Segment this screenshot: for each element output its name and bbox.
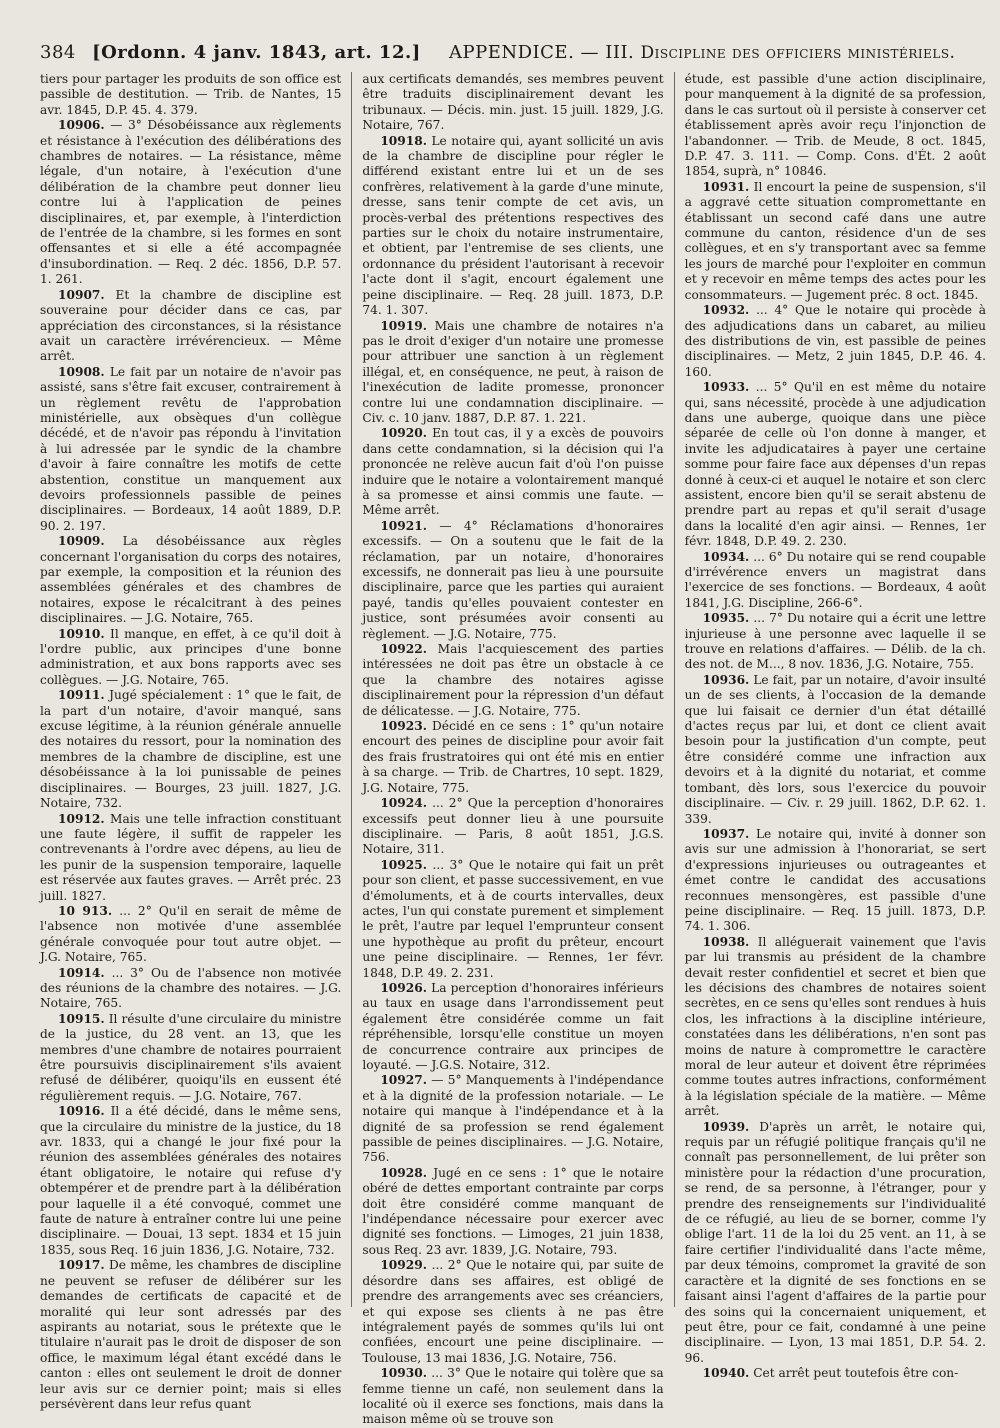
paragraph-text: Et la chambre de discipline est souveraine pour décider dans ce cas, par appréciation des circonstances, si la résistance avait un caractère irrévérencieux. — Même arrêt. <box>40 287 342 364</box>
paragraph-number: 10939. <box>702 1119 750 1134</box>
paragraph-text: étude, est passible d'une action disciplinaire, pour manquement à la dignité de sa profession, dans le cas surtout où il persiste à conserver cet établissement après avoir reçu l'injonction de l'abandonner. — Trib. de Meude, 8 oct. 1845, D.P. 47. 3. 111. — Comp. Cons. d'Ét. 2 août 1854, suprà, n° 10846. <box>684 72 986 179</box>
paragraph-text: — 3° Désobéissance aux règlements et résistance à l'exécution des délibérations des chambres de notaires. — La résistance, même légale, d'un notaire, à l'exécution d'une délibération de la chambre peut donner lieu contre lui à l'application de peines disciplinaires, et, par exemple, à l'interdiction de l'entrée de la chambre, si les formes en sont offensantes et si elle a été accompagnée d'insubordination. — Req. 2 déc. 1856, D.P. 57. 1. 261. <box>40 118 342 287</box>
paragraph-text: Le fait, par un notaire, d'avoir insulté un de ses clients, à l'occasion de la demande que lui faisait ce dernier d'un état détaillé d'actes reçus par lui, et dont ce client avait besoin pour la justification d'un compte, peut être considéré comme une infraction aux devoirs et à la dignité du notariat, et comme tombant, dès lors, sous l'exercice du pouvoir disciplinaire. — Civ. r. 29 juill. 1862, D.P. 62. 1. 339. <box>684 672 986 826</box>
paragraph-number: 10930. <box>380 1366 427 1381</box>
paragraph-number: 10924. <box>380 796 427 811</box>
paragraph <box>40 1104 341 1258</box>
paragraph-text: ... 5° Qu'il en est même du notaire qui, sans nécessité, procède à une adjudication dans une auberge, quoique dans une pièce séparée de celle où l'on donne à manger, et invite les adjudicataires à payer une certaine somme pour faire face aux dépenses d'un repas donné à ceux-ci et auquel le notaire et son clerc assistent, encore bien qu'il se serait abstenu de prendre part au repas et qu'il serait d'usage dans la localité d'en agir ainsi. — Rennes, 1er févr. 1848, D.P. 49. 2. 230. <box>684 380 986 549</box>
paragraph-number: 10907. <box>58 287 105 302</box>
paragraph-text: ... 3° Que le notaire qui tolère que sa femme tienne un café, non seulement dans la localité où il exerce ses fonctions, mais dans la maison même où se trouve son <box>362 1366 664 1427</box>
header-subtitle: Discipline des officiers ministériels. <box>640 43 956 63</box>
column-2 <box>351 72 673 1427</box>
paragraph <box>40 966 341 1012</box>
paragraph-number: 10925. <box>380 857 427 872</box>
paragraph <box>362 134 663 319</box>
header-reference: [Ordonn. 4 janv. 1843, art. 12.] <box>92 42 421 63</box>
paragraph-number: 10928. <box>380 1165 427 1180</box>
paragraph <box>362 1166 663 1258</box>
paragraph-text: ... 7° Du notaire qui a écrit une lettre injurieuse à une personne avec laquelle il se trouve en relations d'affaires. — Délib. de la ch. des not. de M..., 8 nov. 1836, J.G. Notaire, 755. <box>684 611 986 672</box>
paragraph <box>685 380 986 549</box>
paragraph <box>40 904 341 966</box>
paragraph-number: 10934. <box>702 549 750 564</box>
paragraph-number: 10919. <box>380 318 427 333</box>
paragraph-text: Mais une chambre de notaires n'a pas le droit d'exiger d'un notaire une promesse pour attribuer une sanction à un règlement illégal, et, en conséquence, ne peut, à raison de l'inexécution de ladite promesse, prononcer contre lui une condamnation disciplinaire. — Civ. c. 10 janv. 1887, D.P. 87. 1. 221. <box>362 318 664 425</box>
paragraph-text: Décidé en ce sens : 1° qu'un notaire encourt des peines de discipline pour avoir fait des frais frustratoires qui ont été mis en entier à sa charge. — Trib. de Chartres, 10 sept. 1829, J.G. Notaire, 775. <box>362 719 664 795</box>
paragraph-text: Il alléguerait vainement que l'avis par lui transmis au président de la chambre devait rester confidentiel et secret et bien que les décisions des chambres de notaires soient secrètes, en ce sens qu'elles sont rendues à huis clos, les infractions à la discipline intérieure, constatées dans les délibérations, n'en sont pas moins de nature à compromettre le caractère moral de leur auteur et doivent être réprimées comme toutes autres infractions, conformément à la législation spéciale de la matière. — Même arrêt. <box>684 934 986 1119</box>
paragraph <box>40 534 341 626</box>
paragraph <box>362 519 663 642</box>
paragraph-number: 10927. <box>380 1073 427 1088</box>
paragraph-number: 10910. <box>58 626 105 641</box>
paragraph <box>362 72 663 134</box>
paragraph <box>685 827 986 935</box>
paragraph-number: 10906. <box>58 118 105 133</box>
paragraph-number: 10926. <box>380 980 427 995</box>
paragraph-text: Il encourt la peine de suspension, s'il a aggravé cette situation compromettante en établissant un second café dans une autre commune du canton, résidence d'un de ses collègues, et en s'y transportant avec sa femme les jours de marché pour l'exploiter en commun et y recevoir en même temps des actes pour les consommateurs. — Jugement préc. 8 oct. 1845. <box>684 179 986 302</box>
paragraph <box>685 1120 986 1367</box>
paragraph <box>40 118 341 287</box>
paragraph <box>362 719 663 796</box>
paragraph <box>362 426 663 518</box>
paragraph-number: 10918. <box>380 133 427 148</box>
paragraph-text: aux certificats demandés, ses membres peuvent être traduits disciplinairement devant les tribunaux. — Décis. min. just. 15 juill. 1829, J.G. Notaire, 767. <box>362 72 664 133</box>
paragraph-text: Cet arrêt peut toutefois être con- <box>753 1366 959 1381</box>
paragraph-number: 10929. <box>380 1258 427 1273</box>
paragraph-number: 10915. <box>58 1011 105 1026</box>
paragraph-number: 10912. <box>58 811 105 826</box>
paragraph <box>362 981 663 1073</box>
running-header <box>40 38 986 68</box>
paragraph-text: ... 2° Que le notaire qui, par suite de désordre dans ses affaires, est obligé de prendre des arrangements avec ses créanciers, et qui expose ses clients à ne pas être intégralement payés de sommes qu'ils lui ont confiées, encourt une peine disciplinaire. — Toulouse, 13 mai 1836, J.G. Notaire, 756. <box>362 1258 664 1365</box>
paragraph <box>362 642 663 719</box>
paragraph <box>685 303 986 380</box>
paragraph-number: 10938. <box>702 934 750 949</box>
paragraph-number: 10922. <box>380 642 427 657</box>
paragraph <box>685 611 986 673</box>
paragraph <box>362 1073 663 1165</box>
header-title: APPENDICE. — III. <box>449 42 635 63</box>
paragraph <box>362 319 663 427</box>
column-3 <box>674 72 986 1381</box>
paragraph <box>40 812 341 904</box>
paragraph <box>685 1366 986 1381</box>
paragraph <box>40 1012 341 1104</box>
paragraph <box>40 365 341 534</box>
paragraph <box>40 688 341 811</box>
paragraph-text: ... 2° Qu'il en serait de même de l'absence non motivée d'une assemblée générale convoquée pour tout autre objet. — J.G. Notaire, 765. <box>40 903 342 965</box>
paragraph-text: — 4° Réclamations d'honoraires excessifs. — On a soutenu que le fait de la réclamation, par un notaire, d'honoraires excessifs, ne donnerait pas lieu à une poursuite disciplinaire, parce que les parties qui auraient payé, tandis qu'elles pouvaient contester en justice, sont présumées avoir consenti au règlement. — J.G. Notaire, 775. <box>362 518 664 641</box>
paragraph-text: ... 6° Du notaire qui se rend coupable d'irrévérence envers un magistrat dans l'exercice de ses fonctions. — Bordeaux, 4 août 1841, J.G. Discipline, 266-6°. <box>684 549 986 610</box>
paragraph-text: Il manque, en effet, à ce qu'il doit à l'ordre public, aux principes d'une bonne administration, et aux bons rapports avec ses collègues. — J.G. Notaire, 765. <box>40 626 342 687</box>
paragraph-text: Le notaire qui, invité à donner son avis sur une admission à l'honorariat, se sert d'expressions injurieuses ou outrageantes et émet contre le candidat des accusations reconnues mensongères, est passible d'une peine disciplinaire. — Req. 15 juill. 1873, D.P. 74. 1. 306. <box>684 826 986 934</box>
text-columns <box>40 72 986 1427</box>
paragraph-text: tiers pour partager les produits de son office est passible de destitution. — Trib. de Nantes, 15 avr. 1845, D.P. 45. 4. 379. <box>40 72 342 117</box>
paragraph-number: 10933. <box>702 380 750 395</box>
paragraph <box>40 288 341 365</box>
paragraph-number: 10917. <box>58 1258 105 1273</box>
paragraph-text: Jugé spécialement : 1° que le fait, de la part d'un notaire, d'avoir manqué, sans excuse légitime, à la réunion générale annuelle des notaires du ressort, pour la nomination des membres de la chambre de discipline, est une désobéissance à la loi punissable de peines disciplinaires. — Bourges, 23 juill. 1827, J.G. Notaire, 732. <box>40 688 342 811</box>
paragraph <box>362 1366 663 1428</box>
paragraph-text: En tout cas, il y a excès de pouvoirs dans cette condamnation, si la décision qui l'a prononcée ne relève aucun fait d'où l'on puisse induire que le notaire a volontairement manqué à sa promesse et ainsi commis une faute. — Même arrêt. <box>362 426 664 518</box>
paragraph-number: 10 913. <box>58 903 113 918</box>
paragraph <box>362 858 663 981</box>
paragraph-number: 10923. <box>380 719 427 734</box>
paragraph-text: Il résulte d'une circulaire du ministre de la justice, du 28 vent. an 13, que les membres d'une chambre de notaires pourraient être poursuivis disciplinairement s'ils avaient refusé de délibérer, quoiqu'ils en eussent été régulièrement requis. — J.G. Notaire, 767. <box>40 1011 342 1103</box>
paragraph-number: 10940. <box>702 1366 750 1381</box>
paragraph-number: 10916. <box>58 1104 105 1119</box>
paragraph-text: Mais une telle infraction constituant une faute légère, il suffit de rappeler les contrevenants à l'ordre avec dépens, au lieu de les punir de la suspension temporaire, laquelle est réservée aux fautes graves. — Arrêt préc. 23 juill. 1827. <box>40 811 342 903</box>
paragraph-number: 10936. <box>702 672 750 687</box>
paragraph-text: Le notaire qui, ayant sollicité un avis de la chambre de discipline pour régler le différend existant entre lui et un de ses confrères, relativement à la garde d'une minute, dresse, sans tenir compte de cet avis, un procès-verbal des prétentions respectives des parties sur le choix du notaire instrumentaire, et obtient, par l'entremise de ses clients, une ordonnance du président l'autorisant à recevoir l'acte dont il s'agit, encourt également une peine disciplinaire. — Req. 28 juill. 1873, D.P. 74. 1. 307. <box>362 133 664 318</box>
paragraph-text: Jugé en ce sens : 1° que le notaire obéré de dettes emportant contrainte par corps doit être considéré comme manquant de l'indépendance nécessaire pour exercer avec dignité ses fonctions. — Limoges, 21 juin 1838, sous Req. 23 avr. 1839, J.G. Notaire, 793. <box>362 1165 664 1257</box>
paragraph-text: ... 3° Que le notaire qui fait un prêt pour son client, et passe successivement, en vue d'émoluments, et à de courts intervalles, deux actes, l'un qui constate purement et simplement le prêt, l'autre par lequel l'emprunteur consent une hypothèque au profit du prêteur, encourt une peine disciplinaire. — Rennes, 1er févr. 1848, D.P. 49. 2. 231. <box>362 857 664 980</box>
paragraph-text: La désobéissance aux règles concernant l'organisation du corps des notaires, par exemple, la composition et la réunion des assemblées générales et des chambres de notaires, expose le récalcitrant à des peines disciplinaires. — J.G. Notaire, 765. <box>40 534 342 626</box>
paragraph <box>362 796 663 858</box>
paragraph <box>685 673 986 827</box>
column-1 <box>40 72 351 1411</box>
paragraph <box>685 550 986 612</box>
paragraph-number: 10932. <box>702 303 750 318</box>
paragraph-text: D'après un arrêt, le notaire qui, requis par un réfugié politique français qu'il ne connaît pas personnellement, de lui prêter son ministère pour la rédaction d'une procuration, se rend, de sa personne, à l'étranger, pour y prendre des renseignements sur l'individualité de ce réfugié, au lieu de se borner, comme l'y oblige l'art. 11 de la loi du 25 vent. an 11, à se faire certifier l'individualité dans l'acte même, par deux témoins, compromet la gravité de son caractère et la dignité de ses fonctions en se faisant ainsi l'agent d'affaires de la partie pour des soins qui la concernaient uniquement, et peut être, pour ce fait, condamné à une peine disciplinaire. — Lyon, 13 mai 1851, D.P. 54. 2. 96. <box>684 1119 986 1365</box>
paragraph-number: 10935. <box>702 611 750 626</box>
paragraph-number: 10914. <box>58 965 105 980</box>
paragraph-text: ... 3° Ou de l'absence non motivée des réunions de la chambre des notaires. — J.G. Notaire, 765. <box>40 965 342 1011</box>
paragraph <box>685 180 986 303</box>
paragraph <box>40 72 341 118</box>
paragraph-number: 10937. <box>702 826 750 841</box>
paragraph <box>40 1258 341 1412</box>
paragraph-number: 10908. <box>58 364 105 379</box>
paragraph-number: 10911. <box>58 688 105 703</box>
page-number: 384 <box>40 42 76 63</box>
paragraph-number: 10909. <box>58 534 105 549</box>
paragraph-text: ... 2° Que la perception d'honoraires excessifs peut donner lieu à une poursuite disciplinaire. — Paris, 8 août 1851, J.G.S. Notaire, 311. <box>362 796 664 857</box>
paragraph-text: La perception d'honoraires inférieurs au taux en usage dans l'arrondissement peut également être considérée comme un fait répréhensible, lorsqu'elle constitue un moyen de concurrence contraire aux principes de loyauté. — J.G.S. Notaire, 312. <box>362 980 664 1072</box>
paragraph-text: Il a été décidé, dans le même sens, que la circulaire du ministre de la justice, du 18 avr. 1833, qui a changé le jour fixé pour la réunion des assemblées générales des notaires étant obligatoire, le notaire qui refuse d'y obtempérer et de prendre part à la délibération pour laquelle il a été convoqué, commet une faute de nature à entraîner contre lui une peine disciplinaire. — Douai, 13 sept. 1834 et 15 juin 1835, sous Req. 16 juin 1836, J.G. Notaire, 732. <box>40 1104 342 1257</box>
paragraph <box>685 72 986 180</box>
paragraph-text: De même, les chambres de discipline ne peuvent se refuser de délibérer sur les demandes de certificats de capacité et de moralité qui leur sont adressés par des aspirants au notariat, sous le prétexte que le titulaire n'aurait pas le droit de disposer de son office, le maximum légal étant excédé dans le canton : elles ont seulement le droit de donner leur avis sur ce dernier point; mais si elles persévèrent dans leur refus quant <box>40 1258 342 1411</box>
paragraph-number: 10920. <box>380 426 427 441</box>
paragraph <box>362 1258 663 1366</box>
paragraph-number: 10931. <box>702 179 750 194</box>
paragraph <box>40 627 341 689</box>
paragraph-text: Le fait par un notaire de n'avoir pas assisté, sans s'être fait excuser, contrairement à un règlement revêtu de l'approbation ministérielle, aux obsèques d'un collègue décédé, et de n'avoir pas répondu à l'invitation à lui adressée par le syndic de la chambre d'avoir à faire connaître les motifs de cette abstention, constitue un manquement aux devoirs professionnels passible de peines disciplinaires. — Bordeaux, 14 août 1889, D.P. 90. 2. 197. <box>40 364 342 533</box>
paragraph-text: Mais l'acquiescement des parties intéressées ne doit pas être un obstacle à ce que la chambre des notaires agisse disciplinairement pour la répression d'un défaut de délicatesse. — J.G. Notaire, 775. <box>362 642 664 718</box>
paragraph-number: 10921. <box>380 518 427 533</box>
paragraph-text: ... 4° Que le notaire qui procède à des adjudications dans un cabaret, au milieu des distributions de vin, est passible de peines disciplinaires. — Metz, 2 juin 1845, D.P. 46. 4. 160. <box>684 303 986 379</box>
paragraph-text: — 5° Manquements à l'indépendance et à la dignité de la profession notariale. — Le notaire qui manque à l'indépendance et à la dignité de sa profession se rend également passible de peines disciplinaires. — J.G. Notaire, 756. <box>362 1073 664 1165</box>
paragraph <box>685 935 986 1120</box>
